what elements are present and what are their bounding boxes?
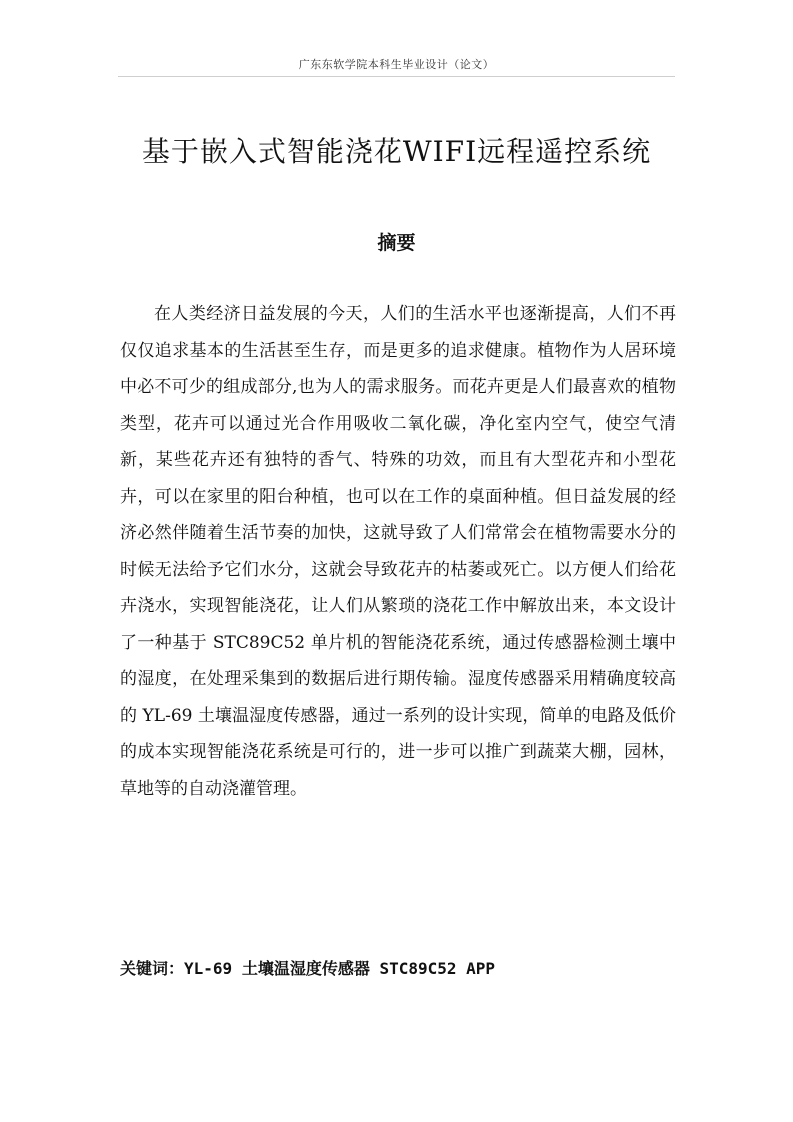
abstract-heading: 摘要 xyxy=(377,232,416,254)
keywords-label: 关键词： xyxy=(120,959,185,978)
abstract-paragraph: 在人类经济日益发展的今天，人们的生活水平也逐渐提高，人们不再仅仅追求基本的生活甚至生存，而是更多的追求健康。植物作为人居环境中必不可少的组成部分,也为人的需求服务。而花卉更是人们最喜欢的植物类型，花卉可以通过光合作用吸收二氧化碳，净化室内空气，使空气清新，某些花卉还有独特的香气、特殊的功效，而且有大型花卉和小型花卉，可以在家里的阳台种植，也可以在工作的桌面种植。但日益发展的经济必然伴随着生活节奏的加快，这就导致了人们常常会在植物需要水分的时候无法给予它们水分，这就会导致花卉的枯萎或死亡。以方便人们给花卉浇水，实现智能浇花，让人们从繁琐的浇花工作中解放出来，本文设计了一种基于 STC89C52 单片机的智能浇花系统，通过传感器检测土壤中的湿度，在处理采集到的数据后进行期传输。湿度传感器采用精确度较高的 YL-69 土壤温湿度传感器，通过一系列的设计实现，简单的电路及低价的成本实现智能浇花系统是可行的，进一步可以推广到蔬菜大棚，园林，草地等的自动浇灌管理。 xyxy=(120,304,676,799)
keywords-line xyxy=(120,956,676,979)
running-header: 广东东软学院本科生毕业设计（论文） xyxy=(298,58,495,71)
document-title: 基于嵌入式智能浇花WIFI远程遥控系统 xyxy=(141,135,652,168)
keywords-text: YL-69 土壤温湿度传感器 STC89C52 APP xyxy=(184,959,496,978)
header-divider xyxy=(118,76,675,77)
